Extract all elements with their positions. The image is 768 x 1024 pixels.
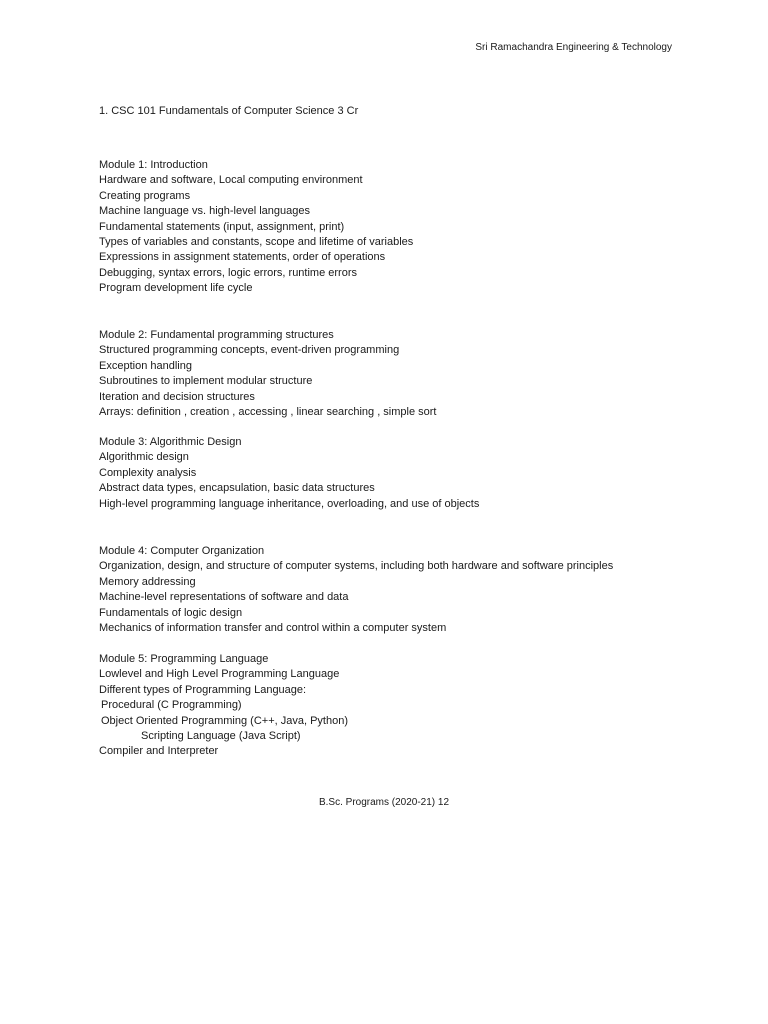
module-item: Memory addressing: [99, 575, 196, 588]
module-item: Arrays: definition , creation , accessing , linear searching , simple sort: [99, 405, 437, 418]
module-item: Complexity analysis: [99, 466, 197, 479]
module-item: Different types of Programming Language:: [99, 683, 307, 696]
module-item: Expressions in assignment statements, order of operations: [99, 251, 386, 264]
module-1: [99, 158, 413, 297]
module-item: Scripting Language (Java Script): [141, 729, 301, 742]
module-item: Algorithmic design: [99, 451, 189, 464]
module-item: Machine language vs. high-level languages: [99, 205, 310, 218]
module-item: Machine-level representations of software and data: [99, 591, 349, 604]
module-item: Program development life cycle: [99, 282, 253, 295]
module-item: Iteration and decision structures: [99, 390, 255, 403]
module-item: Object Oriented Programming (C++, Java, Python): [101, 714, 348, 727]
module-5: [99, 652, 348, 760]
module-item: Structured programming concepts, event-driven programming: [99, 344, 400, 357]
page-header: Sri Ramachandra Engineering & Technology: [475, 42, 672, 53]
module-heading: Module 3: Algorithmic Design: [99, 436, 242, 448]
course-title: 1. CSC 101 Fundamentals of Computer Science 3 Cr: [99, 105, 359, 117]
module-item: Organization, design, and structure of computer systems, including both hardware and software principles: [99, 560, 614, 573]
module-item: Debugging, syntax errors, logic errors, runtime errors: [99, 266, 357, 279]
module-item: Fundamentals of logic design: [99, 606, 243, 619]
module-item: Mechanics of information transfer and control within a computer system: [99, 621, 447, 634]
module-3: [99, 435, 479, 512]
module-heading: Module 1: Introduction: [99, 159, 208, 171]
module-heading: Module 5: Programming Language: [99, 653, 269, 665]
page-footer: B.Sc. Programs (2020-21) 12: [318, 797, 450, 808]
module-item: Fundamental statements (input, assignment, print): [99, 220, 345, 233]
module-item: High-level programming language inheritance, overloading, and use of objects: [99, 497, 480, 510]
module-item: Abstract data types, encapsulation, basic data structures: [99, 482, 375, 495]
module-2: [99, 328, 436, 420]
module-item: Hardware and software, Local computing environment: [99, 174, 363, 187]
module-heading: Module 2: Fundamental programming structures: [99, 329, 334, 341]
module-item: Creating programs: [99, 189, 191, 202]
module-item: Exception handling: [99, 359, 192, 372]
module-item: Procedural (C Programming): [101, 699, 242, 712]
module-item: Lowlevel and High Level Programming Language: [99, 668, 340, 681]
module-heading: Module 4: Computer Organization: [99, 545, 265, 557]
module-4: [99, 544, 613, 636]
module-item: Compiler and Interpreter: [99, 745, 219, 758]
module-item: Types of variables and constants, scope and lifetime of variables: [99, 235, 414, 248]
module-item: Subroutines to implement modular structure: [99, 375, 313, 388]
